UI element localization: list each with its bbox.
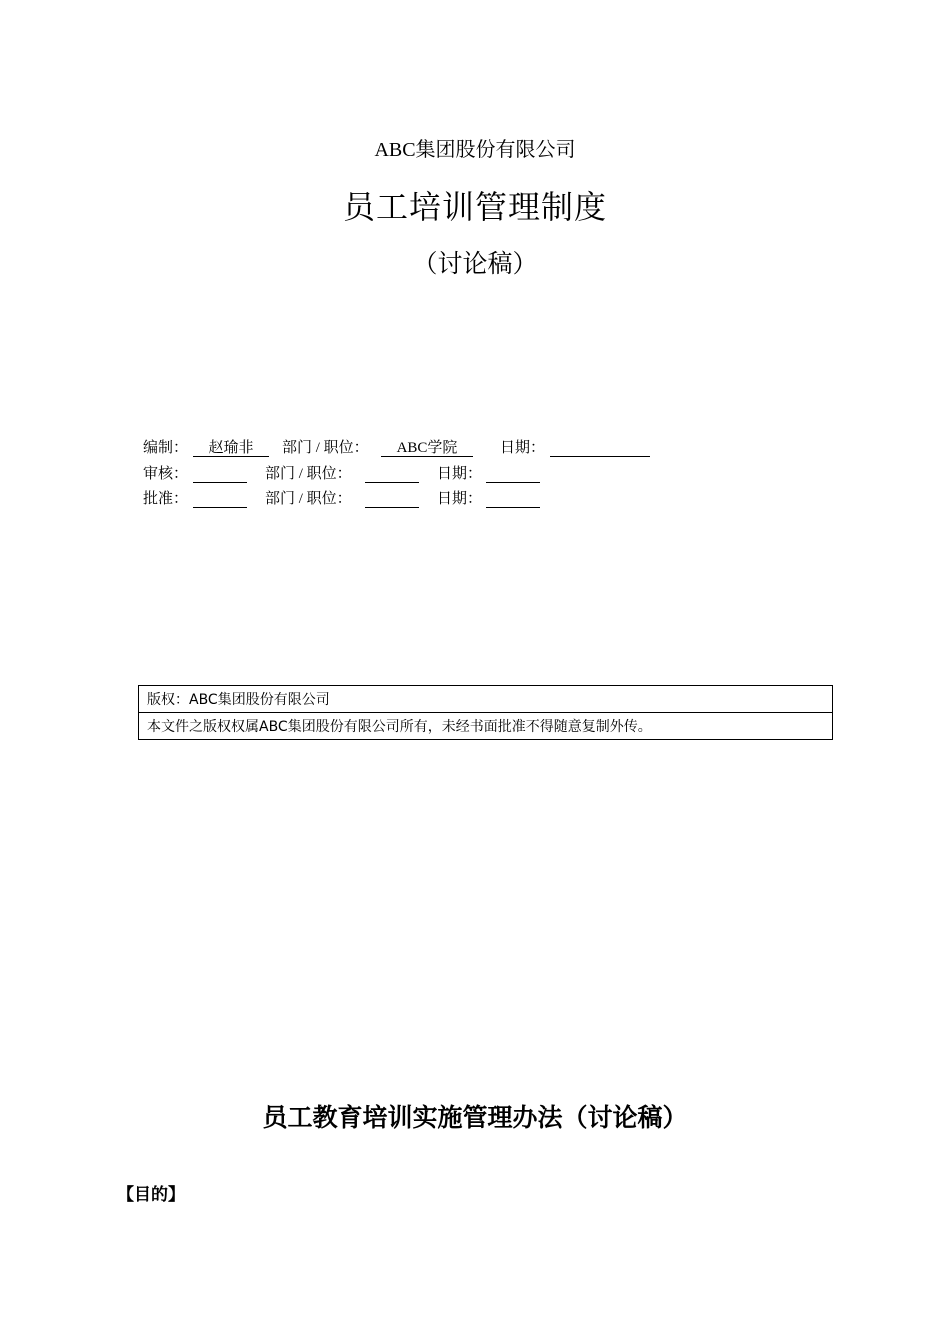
role-value: 赵瑜非 xyxy=(193,438,269,457)
dept-blank[interactable] xyxy=(365,464,419,483)
role-blank[interactable] xyxy=(193,464,247,483)
role-label: 审核： xyxy=(143,466,189,482)
role-label: 编制： xyxy=(143,440,189,456)
date-blank[interactable] xyxy=(486,489,540,508)
dept-label: 部门 / 职位： xyxy=(265,466,352,482)
dept-label: 部门 / 职位： xyxy=(282,440,369,456)
copyright-owner: 版权：ABC集团股份有限公司 xyxy=(139,686,833,713)
role-label: 批准： xyxy=(143,491,189,507)
section-subheading: 【目的】 xyxy=(117,1185,185,1205)
date-blank[interactable] xyxy=(550,438,650,457)
dept-blank[interactable] xyxy=(365,489,419,508)
document-subtitle: （讨论稿） xyxy=(412,249,538,278)
date-label: 日期： xyxy=(500,440,546,456)
dept-value: ABC学院 xyxy=(381,438,473,457)
date-label: 日期： xyxy=(437,491,483,507)
document-title: 员工培训管理制度 xyxy=(342,188,607,226)
date-blank[interactable] xyxy=(486,464,540,483)
role-blank[interactable] xyxy=(193,489,247,508)
date-label: 日期： xyxy=(437,466,483,482)
company-name: ABC集团股份有限公司 xyxy=(374,139,576,161)
dept-label: 部门 / 职位： xyxy=(265,491,352,507)
copyright-notice: 本文件之版权权属ABC集团股份有限公司所有，未经书面批准不得随意复制外传。 xyxy=(139,713,833,740)
copyright-box xyxy=(138,685,833,740)
section-heading: 员工教育培训实施管理办法（讨论稿） xyxy=(262,1103,688,1132)
